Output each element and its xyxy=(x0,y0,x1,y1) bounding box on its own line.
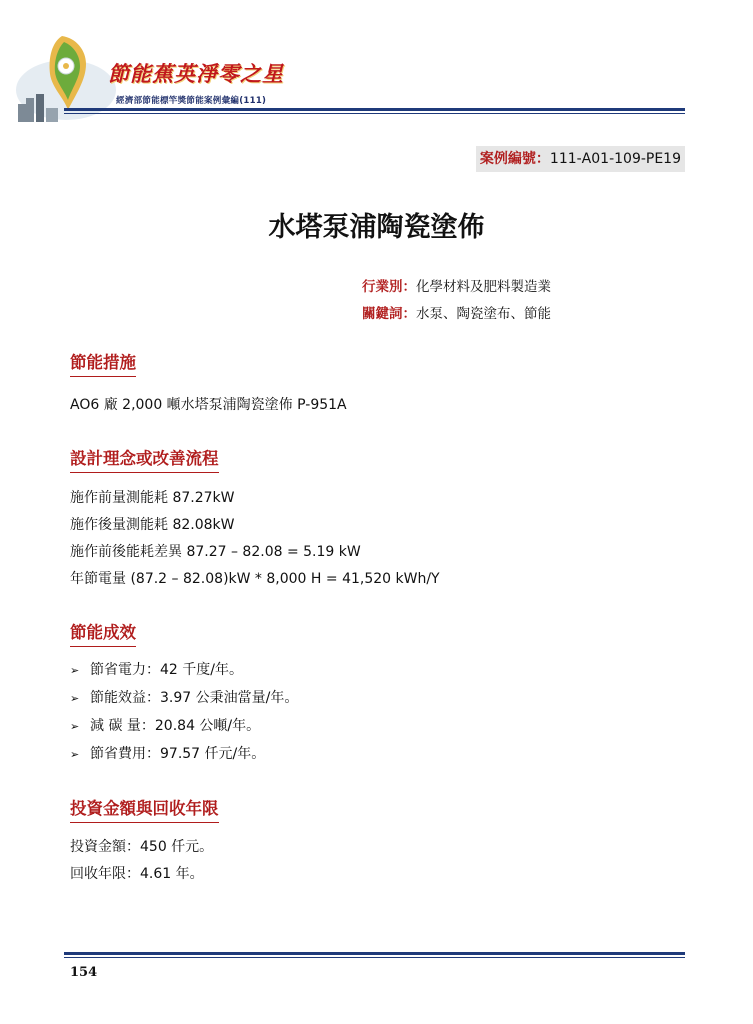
design-line: 年節電量 (87.2 – 82.08)kW * 8,000 H = 41,520 kWh/Y xyxy=(70,571,440,587)
investment-line: 投資金額：450 仟元。 xyxy=(70,839,214,855)
page-number: 154 xyxy=(70,965,98,980)
results-list xyxy=(70,660,298,772)
arrow-bullet-icon: ➢ xyxy=(70,720,80,733)
arrow-bullet-icon: ➢ xyxy=(70,692,80,705)
brand-title: 節能蕉英淨零之星 xyxy=(108,61,284,86)
design-line: 施作後量測能耗 82.08kW xyxy=(70,517,235,533)
section-heading-design: 設計理念或改善流程 xyxy=(70,445,219,473)
footer-divider xyxy=(64,952,685,955)
arrow-bullet-icon: ➢ xyxy=(70,748,80,761)
measures-line: AO6 廠 2,000 噸水塔泵浦陶瓷塗佈 P-951A xyxy=(70,397,347,413)
section-heading-results: 節能成效 xyxy=(70,619,136,647)
industry-label: 行業別： xyxy=(362,279,416,295)
investment-line: 回收年限：4.61 年。 xyxy=(70,866,204,882)
section-heading-investment: 投資金額與回收年限 xyxy=(70,795,219,823)
list-item xyxy=(70,744,298,772)
header-divider xyxy=(64,108,685,111)
keywords-line xyxy=(362,302,551,322)
industry-value: 化學材料及肥料製造業 xyxy=(416,279,551,295)
list-item xyxy=(70,688,298,716)
list-item xyxy=(70,660,298,688)
industry-line xyxy=(362,275,551,295)
design-line: 施作前後能耗差異 87.27 – 82.08 = 5.19 kW xyxy=(70,544,361,560)
list-item xyxy=(70,716,298,744)
result-text: 節省電力：42 千度/年。 xyxy=(90,662,243,678)
keywords-value: 水泵、陶瓷塗布、節能 xyxy=(416,306,551,322)
result-text: 節能效益：3.97 公秉油當量/年。 xyxy=(90,690,299,706)
case-number-label: 案例編號： xyxy=(479,151,550,167)
arrow-bullet-icon: ➢ xyxy=(70,664,80,677)
result-text: 減 碳 量：20.84 公噸/年。 xyxy=(90,718,261,734)
footer-divider-thin xyxy=(64,957,685,958)
result-text: 節省費用：97.57 仟元/年。 xyxy=(90,746,266,762)
brand-subtitle: 經濟部節能標竿獎節能案例彙編(111) xyxy=(116,96,267,106)
keywords-label: 關鍵詞： xyxy=(362,306,416,322)
section-heading-measures: 節能措施 xyxy=(70,349,136,377)
header-divider-thin xyxy=(64,113,685,114)
case-number-value: 111-A01-109-PE19 xyxy=(549,151,681,167)
case-number xyxy=(476,146,685,172)
design-line: 施作前量測能耗 87.27kW xyxy=(70,490,235,506)
page-title: 水塔泵浦陶瓷塗佈 xyxy=(268,212,485,243)
